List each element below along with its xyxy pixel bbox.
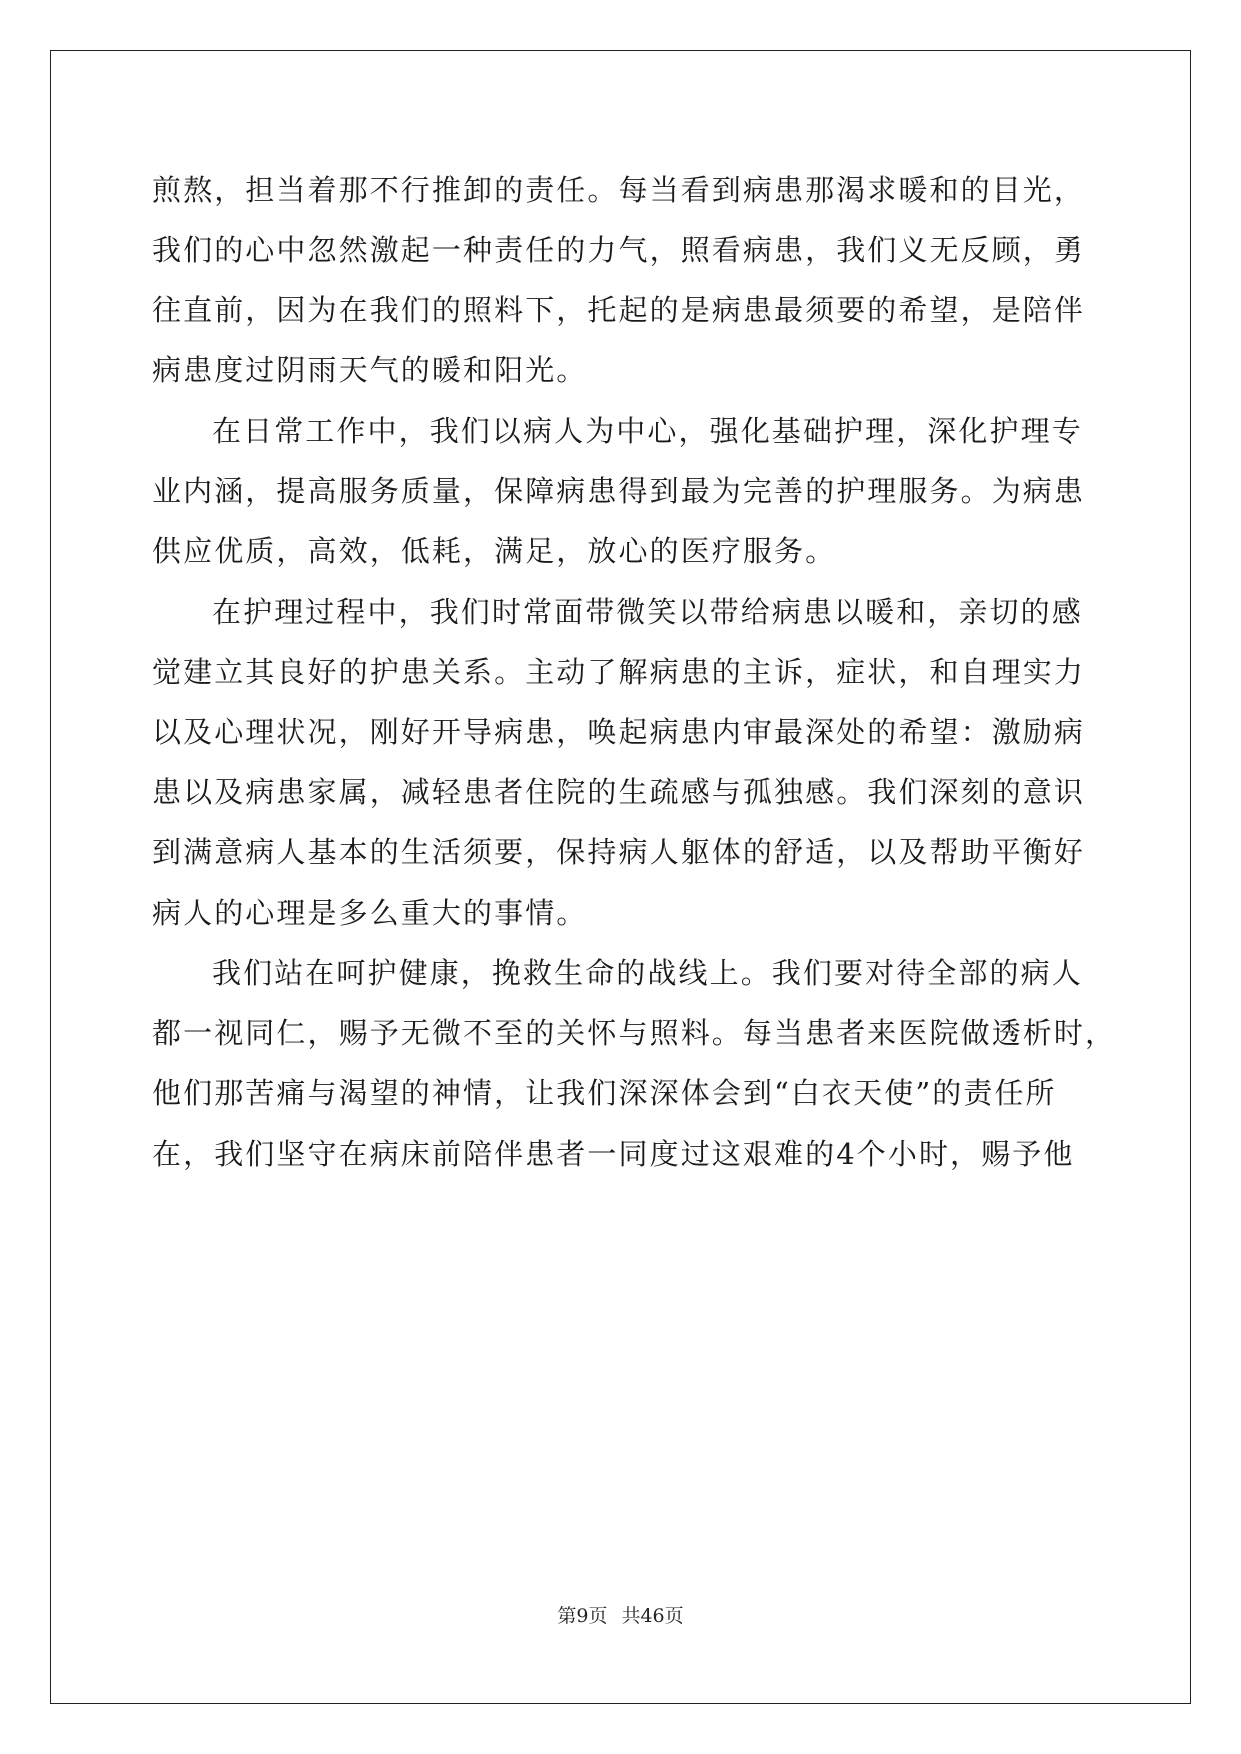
- text-line: 供应优质，高效，低耗，满足，放心的医疗服务。: [152, 534, 837, 568]
- page-number: 第9页: [557, 1605, 608, 1627]
- paragraph-first-line: 在日常工作中，我们以病人为中心，强化基础护理，深化护理专: [212, 414, 1083, 448]
- text-line: 业内涵，提高服务质量，保障病患得到最为完善的护理服务。为病患: [152, 474, 1086, 508]
- text-line: 以及心理状况，刚好开导病患，唤起病患内审最深处的希望：激励病: [152, 715, 1086, 749]
- paragraph-first-line: 我们站在呵护健康，挽救生命的战线上。我们要对待全部的病人: [212, 956, 1083, 990]
- text-line: 觉建立其良好的护患关系。主动了解病患的主诉，症状，和自理实力: [152, 655, 1086, 689]
- paragraph-first-line: 在护理过程中，我们时常面带微笑以带给病患以暖和，亲切的感: [212, 595, 1083, 629]
- text-line: 在，我们坚守在病床前陪伴患者一同度过这艰难的4个小时，赐予他: [152, 1137, 1075, 1171]
- text-line: 都一视同仁，赐予无微不至的关怀与照料。每当患者来医院做透析时，: [152, 1016, 1117, 1050]
- page-total: 共46页: [621, 1605, 684, 1627]
- text-line: 他们那苦痛与渴望的神情，让我们深深体会到“白衣天使”的责任所: [152, 1076, 1057, 1110]
- text-line: 我们的心中忽然激起一种责任的力气，照看病患，我们义无反顾，勇: [152, 233, 1086, 267]
- text-line: 往直前，因为在我们的照料下，托起的是病患最须要的希望，是陪伴: [152, 293, 1086, 327]
- page-footer: [0, 1604, 1241, 1628]
- text-line: 到满意病人基本的生活须要，保持病人躯体的舒适，以及帮助平衡好: [152, 835, 1086, 869]
- text-line: 患以及病患家属，减轻患者住院的生疏感与孤独感。我们深刻的意识: [152, 775, 1086, 809]
- text-line: 煎熬，担当着那不行推卸的责任。每当看到病患那渴求暖和的目光，: [152, 173, 1086, 207]
- text-line: 病患度过阴雨天气的暖和阳光。: [152, 353, 588, 387]
- text-line: 病人的心理是多么重大的事情。: [152, 896, 588, 930]
